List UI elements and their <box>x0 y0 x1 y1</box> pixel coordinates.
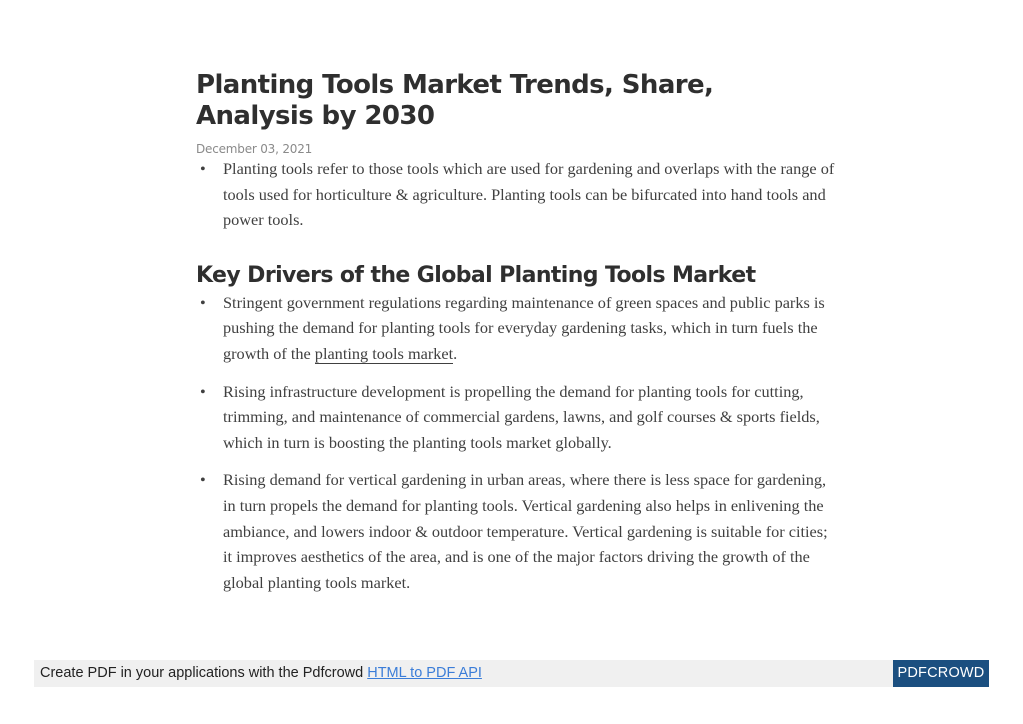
list-item <box>196 467 836 595</box>
list-item-text: Stringent government regulations regarding maintenance of green spaces and public parks is pushing the demand for planting tools for everyday gardening tasks, which in turn fuels the growth of the <box>223 292 825 363</box>
footer-message: Create PDF in your applications with the Pdfcrowd <box>40 665 368 681</box>
bullet-icon: • <box>200 159 206 178</box>
list-item-text: Rising demand for vertical gardening in urban areas, where there is less space for gardening, in turn propels the demand for planting tools. Vertical gardening also helps in enlivening the ambiance, and lowers indoor & outdoor temperature. Vertical gardening is suitable for cities; it improves aesthetics of the area, and is one of the major factors driving the growth of the global planting tools market. <box>223 470 828 592</box>
list-item-text: Rising infrastructure development is propelling the demand for planting tools for cutting, trimming, and maintenance of commercial gardens, lawns, and golf courses & sports fields, which in turn is boosting the planting tools market globally. <box>223 381 820 452</box>
list-item <box>196 379 836 456</box>
bullet-icon: • <box>200 470 206 490</box>
drivers-list <box>196 290 836 596</box>
article <box>196 70 836 595</box>
bullet-icon: • <box>200 381 206 401</box>
section-heading: Key Drivers of the Global Planting Tools Market <box>196 262 756 288</box>
pdfcrowd-button[interactable]: PDFCROWD <box>893 660 989 687</box>
pdfcrowd-footer-bar <box>34 660 989 687</box>
list-item <box>196 290 836 367</box>
list-item-text: Planting tools refer to those tools which are used for gardening and overlaps with the range of tools used for horticulture & agriculture. Planting tools can be bifurcated into hand tools and power tools. <box>223 159 835 230</box>
planting-tools-market-link[interactable]: planting tools market <box>314 343 454 363</box>
footer-text <box>40 665 482 681</box>
page-title: Planting Tools Market Trends, Share, Analysis by 2030 <box>196 70 714 131</box>
html-to-pdf-api-link[interactable]: HTML to PDF API <box>367 665 482 681</box>
list-item-text-end: . <box>453 343 458 363</box>
bullet-icon: • <box>200 292 206 312</box>
intro-list <box>196 156 836 233</box>
list-item <box>196 156 836 233</box>
publish-date: December 03, 2021 <box>196 142 313 156</box>
